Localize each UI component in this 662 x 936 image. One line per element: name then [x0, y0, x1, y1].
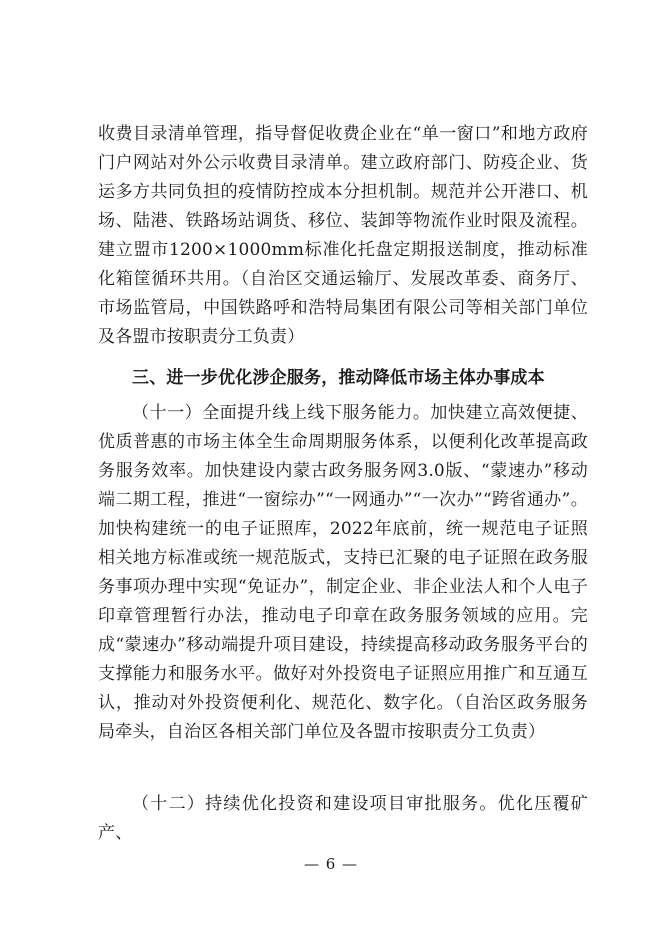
page-number: — 6 —: [303, 855, 359, 873]
paragraph-item-11: [98, 399, 588, 747]
section-heading: 三、进一步优化涉企服务，推动降低市场主体办事成本: [132, 368, 545, 388]
paragraph-item-12: [98, 790, 588, 848]
item-12-body: 优化压覆矿产、: [98, 794, 589, 843]
item-12-lead: （十二）持续优化投资和建设项目审批服务。: [132, 794, 498, 814]
item-11-body: 加快建立高效便捷、优质普惠的市场主体全生命周期服务体系，以便利化改革提高政务服务效率。加快建设内蒙古政务服务网3.0版、“蒙速办”移动端二期工程，推进“一窗综办”“一网通办”“一次办”“跨省通办”。加快构建统一的电子证照库，2022年底前，统一规范电子证照相关地方标准或统一规范版式，支持已汇聚的电子证照在政务服务事项办理中实现“免证办”，制定企业、非企业法人和个人电子印章管理暂行办法，推动电子印章在政务服务领域的应用。完成“蒙速办”移动端提升项目建设，持续提高移动政务服务平台的支撑能力和服务水平。做好对外投资电子证照应用推广和互通互认，推动对外投资便利化、规范化、数字化。（自治区政务服务局牵头，自治区各相关部门单位及各盟市按职责分工负责）: [98, 403, 588, 742]
continuation-paragraph: 收费目录清单管理，指导督促收费企业在“单一窗口”和地方政府门户网站对外公示收费目录清单。建立政府部门、防疫企业、货运多方共同负担的疫情防控成本分担机制。规范并公开港口、机场、陆港、铁路场站调货、移位、装卸等物流作业时限及流程。建立盟市1200×1000mm标准化托盘定期报送制度，推动标准化箱筐循环共用。（自治区交通运输厅、发展改革委、商务厅、市场监管局，中国铁路呼和浩特局集团有限公司等相关部门单位及各盟市按职责分工负责）: [98, 124, 588, 347]
item-11-lead: （十一）全面提升线上线下服务能力。: [132, 403, 431, 423]
